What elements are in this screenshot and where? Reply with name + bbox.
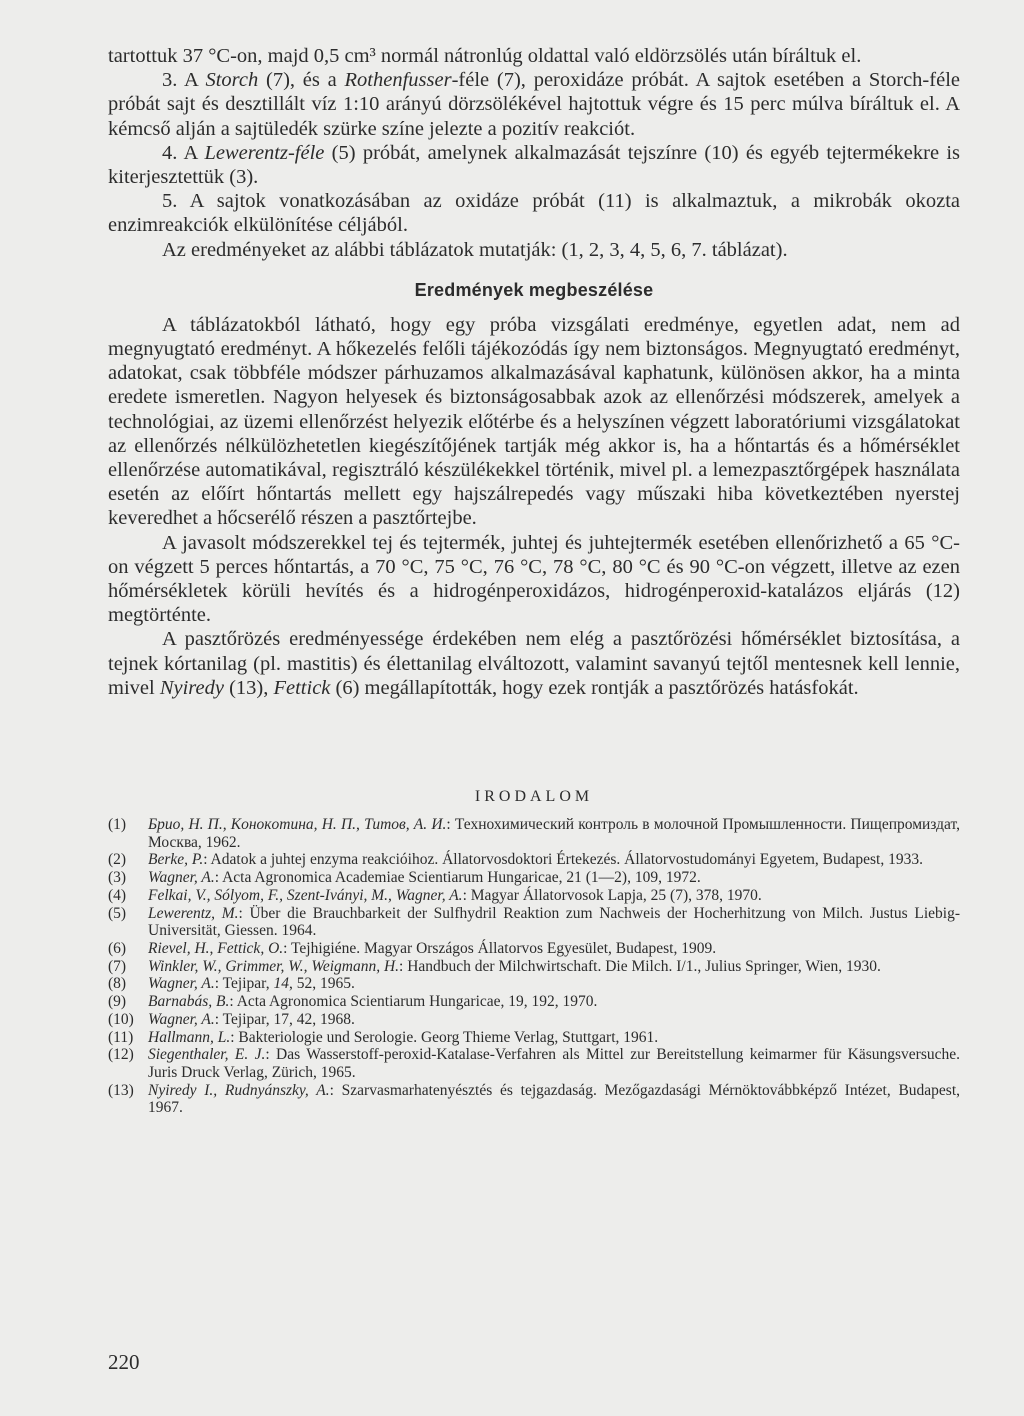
paragraph [108,313,960,531]
paragraph [108,238,960,262]
reference-number: (13) [108,1081,134,1099]
reference-number: (7) [108,957,127,975]
reference-detail: : Handbuch der Milchwirtschaft. Die Milch. I/1., Julius Springer, Wien, 1930. [399,957,881,975]
reference-author: Rievel, H., Fettick, O. [148,940,284,957]
italic-text: Storch [205,69,259,92]
paragraph [108,141,960,189]
text-run: 3. A [162,69,206,92]
reference-number: (11) [108,1028,134,1046]
text-run: (5) próbát, amelynek alkalmazását tejszínre (10) és egyéb tejtermékekre is kiterjesztettük (3). [108,141,960,189]
reference-author: Lewerentz, M. [148,904,239,922]
reference-author: Berke, P. [148,851,204,869]
text-run: -féle (7), peroxidáze próbát. A sajtok esetében a Storch-féle próbát sajt és desztillált víz 1:10 arányú dörzsölékével hajtottuk végre és 15 perc múlva bíráltuk el. A kémcső alján a sajtüledék szürke színe jelezte a pozitív reakciót. [108,69,960,140]
paragraph [108,44,960,68]
reference-author: Felkai, V., Sólyom, F., Szent-Iványi, M., Wagner, A. [148,886,463,904]
reference-author: Nyiredy I., Rudnyánszky, A. [148,1081,330,1099]
reference-detail: : Szarvasmarhatenyésztés és tejgazdaság. Mezőgazdasági Mérnöktovábbképző Intézet, Budapest, 1967. [148,1081,961,1117]
page-content [108,44,960,1117]
methods-section [108,44,960,262]
reference-detail: : Adatok a juhtej enzyma reakcióihoz. Állatorvosdoktori Értekezés. Állatorvostudományi Egyetem, Budapest, 1933. [203,851,923,869]
reference-text [148,1029,960,1047]
text-run: 4. A [162,141,205,164]
reference-number: (3) [108,869,127,887]
reference-author: Winkler, W., Grimmer, W., Weigmann, H. [148,957,400,975]
reference-detail: : Das Wasserstoff-peroxid-Katalase-Verfahren als Mittel zur Bereitstellung keimarmer für Käsungsversuche. Juris Druck Verlag, Zürich, 1965. [148,1046,960,1081]
italic-text: Lewerentz-féle [204,141,325,164]
reference-number: (6) [108,940,127,957]
reference-item [108,905,960,940]
paragraph [108,189,960,237]
text-run: A táblázatokból látható, hogy egy próba vizsgálati eredménye, egyetlen adat, nem ad megnyugtató eredményt. A hőkezelés felőli tájékozódás így nem biztonságos. Megnyugtató eredményt, adatokat, csak többféle módszer párhuzamos alkalmazásával kaphatunk, különösen akkor, ha a minta eredete ismeretlen. Nagyon helyesek és biztonságosabbak azok az ellenőrzési módszerek, amelyek a technológiai, az üzemi ellenőrzést helyezik előtérbe és a helyszínen végzett laboratóriumi vizsgálatokat az ellenőrzés nélkülözhetetlen kiegészítőjének tartják még akkor is, ha a hőntartás és a hőmérséklet ellenőrzése automatikával, regisztráló készülékekkel történik, mivel pl. a lemezpasztőrgépek használata esetén az előírt hőntartás mellett egy hajszálrepedés vagy műszaki hiba következtében nyerstej keveredhet a hőcserélő részen a pasztőrtejbe. [108,313,960,530]
reference-author: Wagner, A. [148,869,215,887]
reference-text [148,851,960,869]
reference-item [108,1029,960,1047]
paragraph [108,531,960,628]
reference-item [108,816,960,851]
paragraph [108,68,960,141]
italic-text: Rothenfusser [344,69,452,92]
reference-author: Barnabás, B. [148,993,230,1011]
reference-item [108,993,960,1011]
reference-author: Hallmann, L. [148,1028,231,1046]
reference-detail: : Acta Agronomica Scientiarum Hungaricae, 19, 192, 1970. [229,993,598,1011]
reference-text [148,940,960,958]
reference-detail: , 52, 1965. [288,975,355,993]
italic-text: Fettick [273,676,331,699]
reference-text [148,958,960,976]
reference-item [108,869,960,887]
reference-number: (10) [108,1010,134,1028]
reference-detail: : Acta Agronomica Academiae Scientiarum Hungaricae, 21 (1—2), 109, 1972. [214,869,701,887]
reference-detail: : Технохимический контроль в молочной Промышленности. Пищепромиздат, Москва, 1962. [148,816,960,851]
reference-number: (5) [108,904,127,922]
text-run: A pasztőrözés eredményessége érdekében nem elég a pasztőrözési hőmérséklet biztosítása, a tejnek kórtanilag (pl. mastitis) és élettanilag elváltozott, valamint savanyú tejtől mentesnek kell lennie, mivel [108,628,960,699]
text-run: (13), [223,676,274,699]
reference-author: Siegenthaler, E. J. [148,1046,266,1064]
reference-number: (12) [108,1046,134,1064]
page-number: 220 [108,1350,140,1374]
paragraph [108,627,960,700]
reference-text [148,1046,960,1081]
reference-text [148,905,960,940]
text-run: (7), és a [258,69,345,92]
reference-item [108,940,960,958]
reference-item [108,887,960,905]
reference-text [148,816,960,851]
reference-author: Wagner, A. [148,975,215,993]
reference-detail: : Magyar Állatorvosok Lapja, 25 (7), 378, 1970. [462,886,762,904]
references-title: IRODALOM [474,788,594,806]
reference-number: (4) [108,886,127,904]
reference-number: (1) [108,816,127,834]
reference-item [108,958,960,976]
text-run: 5. A sajtok vonatkozásában az oxidáze próbát (11) is alkalmaztuk, a mikrobák okozta enzimreakciók elkülönítése céljából. [108,190,960,237]
reference-text [148,1082,960,1117]
text-run: A javasolt módszerekkel tej és tejtermék, juhtej és juhtejtermék esetében ellenőrizhető a 65 °C-on végzett 5 perces hőntartás, a 70 °C, 75 °C, 76 °C, 78 °C, 80 °C és 90 °C-on végzett, illetve az ezen hőmérsékletek körüli hevítés és a hidrogénperoxidázos, hidrogénperoxid-katalázos eljárás (12) megtörténte. [108,531,960,627]
references-list [108,816,960,1117]
discussion-section [108,313,960,700]
reference-text [148,887,960,905]
reference-item [108,1046,960,1081]
reference-item [108,851,960,869]
reference-item [108,1082,960,1117]
reference-detail: : Tejipar, [214,975,274,993]
reference-number: (2) [108,851,127,869]
reference-text [148,869,960,887]
text-run: (6) megállapították, hogy ezek rontják a pasztőrözés hatásfokát. [330,676,859,699]
reference-author: 14 [273,975,289,993]
reference-detail: : Über die Brauchbarkeit der Sulfhydril Reaktion zum Nachweis der Hocherhitzung von Milch. Justus Liebig-Universität, Giessen. 1964. [148,904,960,940]
reference-item [108,975,960,993]
text-run: tartottuk 37 °C-on, majd 0,5 cm³ normál nátronlúg oldattal való eldörzsölés után bíráltuk el. [108,45,862,67]
italic-text: Nyiredy [159,676,224,699]
text-run: Az eredményeket az alábbi táblázatok mutatják: (1, 2, 3, 4, 5, 6, 7. táblázat). [162,238,788,261]
section-heading: Eredmények megbeszélése [414,279,654,300]
reference-author: Wagner, A. [148,1010,215,1028]
reference-number: (8) [108,975,127,993]
reference-number: (9) [108,993,127,1011]
reference-detail: : Bakteriologie und Serologie. Georg Thieme Verlag, Stuttgart, 1961. [230,1028,659,1046]
reference-item [108,1011,960,1029]
reference-text [148,1011,960,1029]
reference-detail: : Tejipar, 17, 42, 1968. [214,1010,355,1028]
reference-author: Бриo, Н. П., Кoнoкoтинa, Н. П., Титoв, А. И. [148,816,447,834]
reference-detail: : Tejhigiéne. Magyar Országos Állatorvos Egyesület, Budapest, 1909. [283,940,717,957]
reference-text [148,975,960,993]
reference-text [148,993,960,1011]
